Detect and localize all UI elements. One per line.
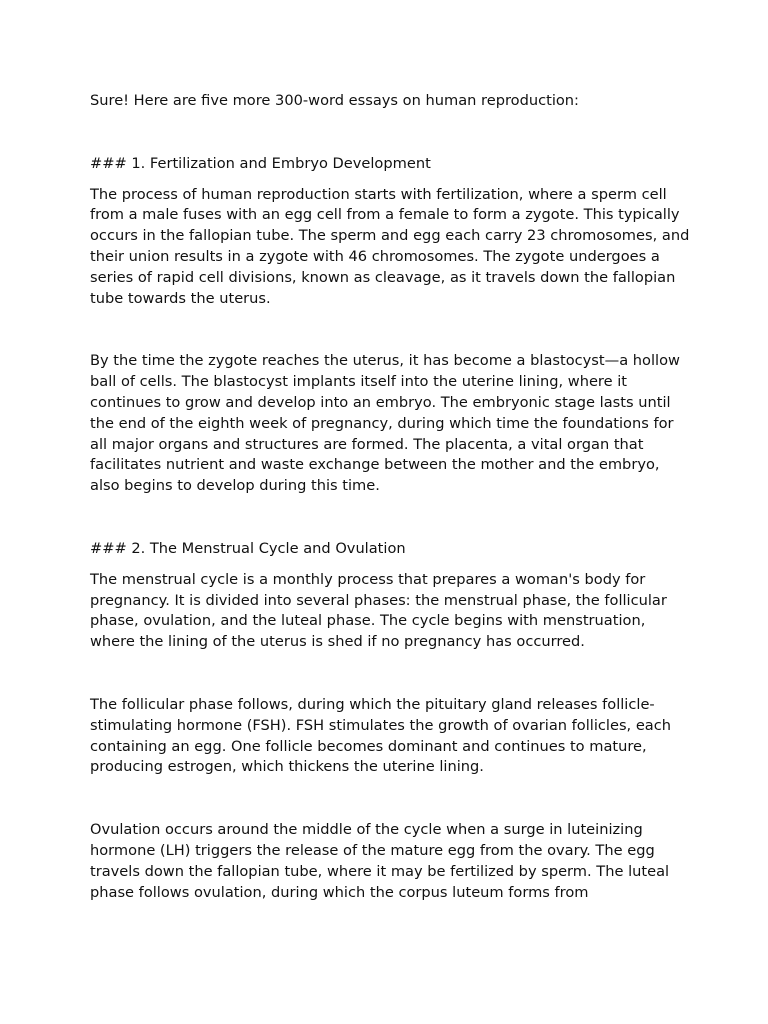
paragraph: By the time the zygote reaches the uterus, it has become a blastocyst—a hollow ball of cells. The blastocyst implants itself into the uterine lining, where it continues to grow and develop into an embryo. The embryonic stage lasts until the end of the eighth week of pregnancy, during which time the foundations for all major organs and structures are formed. The placenta, a vital organ that facilitates nutrient and waste exchange between the mother and the embryo, also begins to develop during this time.: [90, 352, 680, 495]
section-heading-menstrual-cycle: ### 2. The Menstrual Cycle and Ovulation: [90, 539, 406, 557]
paragraph: The follicular phase follows, during which the pituitary gland releases follicle-stimulating hormone (FSH). FSH stimulates the growth of ovarian follicles, each containing an egg. One follicle becomes dominant and continues to mature, producing estrogen, which thickens the uterine lining.: [90, 695, 672, 776]
section-heading-fertilization: ### 1. Fertilization and Embryo Development: [90, 154, 431, 172]
paragraph: The menstrual cycle is a monthly process that prepares a woman's body for pregnancy. It is divided into several phases: the menstrual phase, the follicular phase, ovulation, and the luteal phase. The cycle begins with menstruation, where the lining of the uterus is shed if no pregnancy has occurred.: [90, 570, 667, 651]
document-page: [90, 91, 690, 903]
paragraph: The process of human reproduction starts with fertilization, where a sperm cell from a male fuses with an egg cell from a female to form a zygote. This typically occurs in the fallopian tube. The sperm and egg each carry 23 chromosomes, and their union results in a zygote with 46 chromosomes. The zygote undergoes a series of rapid cell divisions, known as cleavage, as it travels down the fallopian tube towards the uterus.: [90, 185, 690, 307]
paragraph: Ovulation occurs around the middle of the cycle when a surge in luteinizing hormone (LH) triggers the release of the mature egg from the ovary. The egg travels down the fallopian tube, where it may be fertilized by sperm. The luteal phase follows ovulation, during which the corpus luteum forms from: [90, 821, 670, 901]
intro-text: Sure! Here are five more 300-word essays on human reproduction:: [90, 92, 579, 109]
